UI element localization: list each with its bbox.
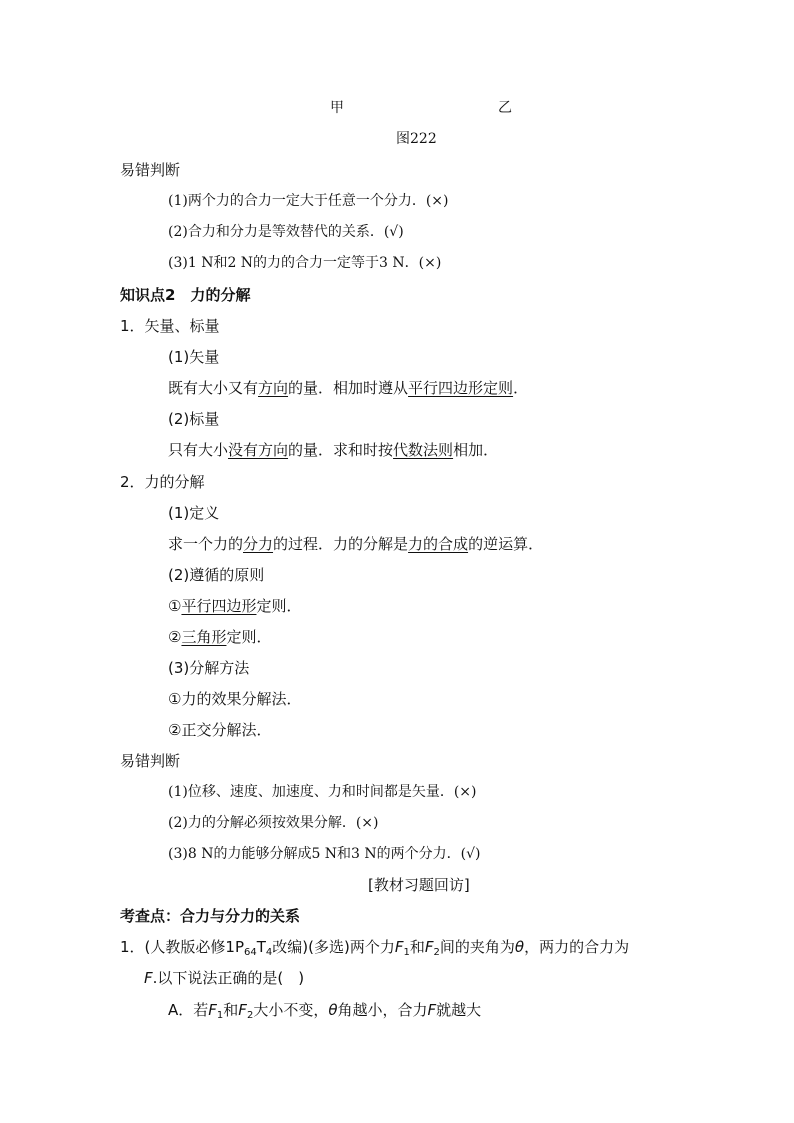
q1-sub-page: 64 bbox=[244, 947, 257, 958]
scalar-text-c: 的量．求和时按 bbox=[288, 441, 394, 459]
vector-text-c: 的量．相加时遵从 bbox=[288, 379, 409, 397]
section2-item-3: (3)8 N的力能够分解成5 N和3 N的两个分力．(√) bbox=[168, 846, 481, 862]
optA-text-d: 角越小，合力 bbox=[337, 1001, 428, 1019]
rule1-text: 定则． bbox=[256, 597, 302, 615]
vector-definition bbox=[168, 378, 528, 398]
review-topic: 考查点：合力与分力的关系 bbox=[120, 907, 301, 925]
rule-parallelogram bbox=[168, 596, 301, 616]
rule-triangle bbox=[168, 627, 271, 647]
vector-text-a: 既有大小又有 bbox=[168, 379, 259, 397]
knowledge2-heading: 知识点2 力的分解 bbox=[120, 286, 251, 304]
option-a bbox=[168, 1000, 481, 1020]
rule2-blank: 三角形 bbox=[181, 628, 227, 646]
def-text-e: 的逆运算． bbox=[468, 535, 544, 553]
optA-text-and: 和 bbox=[223, 1001, 239, 1019]
section1-heading: 易错判断 bbox=[120, 161, 181, 179]
q1-text-and: 和 bbox=[409, 938, 425, 956]
q1-theta: θ bbox=[514, 938, 525, 956]
section2-item-1: (1)位移、速度、加速度、力和时间都是矢量．(×) bbox=[168, 784, 477, 800]
section2-item-2: (2)力的分解必须按效果分解．(×) bbox=[168, 815, 379, 831]
optA-f1-sub: 1 bbox=[216, 1010, 224, 1021]
optA-f2-sub: 2 bbox=[246, 1010, 254, 1021]
p1-sub2: (2)标量 bbox=[168, 410, 220, 428]
optA-label: A．若 bbox=[168, 1001, 209, 1019]
figure-caption: 图222 bbox=[396, 131, 437, 147]
scalar-blank-nodirection: 没有方向 bbox=[228, 441, 289, 459]
q1-text-c: 改编)(多选)两个力 bbox=[272, 938, 395, 956]
rule1-marker: ① bbox=[168, 597, 182, 615]
optA-theta: θ bbox=[328, 1001, 338, 1019]
vector-blank-direction: 方向 bbox=[258, 379, 289, 397]
def-text-c: 的过程．力的分解是 bbox=[273, 535, 409, 553]
p2-sub2: (2)遵循的原则 bbox=[168, 566, 265, 584]
optA-f1-symbol: F bbox=[208, 1001, 217, 1019]
figure-label-yi: 乙 bbox=[498, 100, 512, 116]
method-2: ②正交分解法． bbox=[168, 721, 272, 739]
scalar-blank-rule: 代数法则 bbox=[393, 441, 454, 459]
method-1: ①力的效果分解法． bbox=[168, 690, 302, 708]
rule2-marker: ② bbox=[168, 628, 182, 646]
def-blank-component: 分力 bbox=[243, 535, 274, 553]
q1-f1-symbol: F bbox=[394, 938, 404, 956]
optA-text-e: 就越大 bbox=[436, 1001, 482, 1019]
section1-item-2: (2)合力和分力是等效替代的关系．(√) bbox=[168, 224, 404, 240]
def-text-a: 求一个力的 bbox=[168, 535, 244, 553]
vector-text-e: ． bbox=[513, 379, 529, 397]
p2-sub1: (1)定义 bbox=[168, 504, 220, 522]
review-title: [教材习题回访] bbox=[368, 876, 470, 894]
optA-text-c: 大小不变， bbox=[253, 1001, 329, 1019]
q1-source: 1．(人教版必修1P bbox=[120, 938, 244, 956]
optA-f2-symbol: F bbox=[238, 1001, 247, 1019]
p1-sub1: (1)矢量 bbox=[168, 348, 220, 366]
section2-heading: 易错判断 bbox=[120, 752, 181, 770]
q1-sub-problem: 4 bbox=[265, 947, 273, 958]
q1-text-resultant: ，两力的合力为 bbox=[524, 938, 630, 956]
figure-label-jia: 甲 bbox=[330, 100, 344, 116]
q1-text-angle: 间的夹角为 bbox=[439, 938, 515, 956]
p2-sub3: (3)分解方法 bbox=[168, 659, 250, 677]
question-1-line2 bbox=[144, 968, 304, 988]
rule2-text: 定则． bbox=[226, 628, 272, 646]
section1-item-3: (3)1 N和2 N的力的合力一定等于3 N．(×) bbox=[168, 255, 442, 271]
p1-title: 1．矢量、标量 bbox=[120, 317, 220, 335]
optA-f-symbol: F bbox=[427, 1001, 437, 1019]
q1-prompt: .以下说法正确的是( ) bbox=[152, 969, 305, 987]
question-1-line1 bbox=[120, 937, 629, 957]
q1-f-symbol: F bbox=[144, 969, 153, 987]
def-blank-composition: 力的合成 bbox=[408, 535, 469, 553]
q1-f2-sub: 2 bbox=[433, 947, 440, 958]
q1-f1-sub: 1 bbox=[403, 947, 410, 958]
section1-item-1: (1)两个力的合力一定大于任意一个分力．(×) bbox=[168, 193, 449, 209]
scalar-definition bbox=[168, 440, 498, 460]
scalar-text-a: 只有大小 bbox=[168, 441, 229, 459]
p2-title: 2．力的分解 bbox=[120, 473, 205, 491]
scalar-text-e: 相加． bbox=[453, 441, 499, 459]
q1-source-t: T bbox=[256, 938, 266, 956]
rule1-blank: 平行四边形 bbox=[181, 597, 257, 615]
q1-f2-symbol: F bbox=[424, 938, 434, 956]
decomposition-definition bbox=[168, 534, 543, 554]
vector-blank-rule: 平行四边形定则 bbox=[408, 379, 514, 397]
